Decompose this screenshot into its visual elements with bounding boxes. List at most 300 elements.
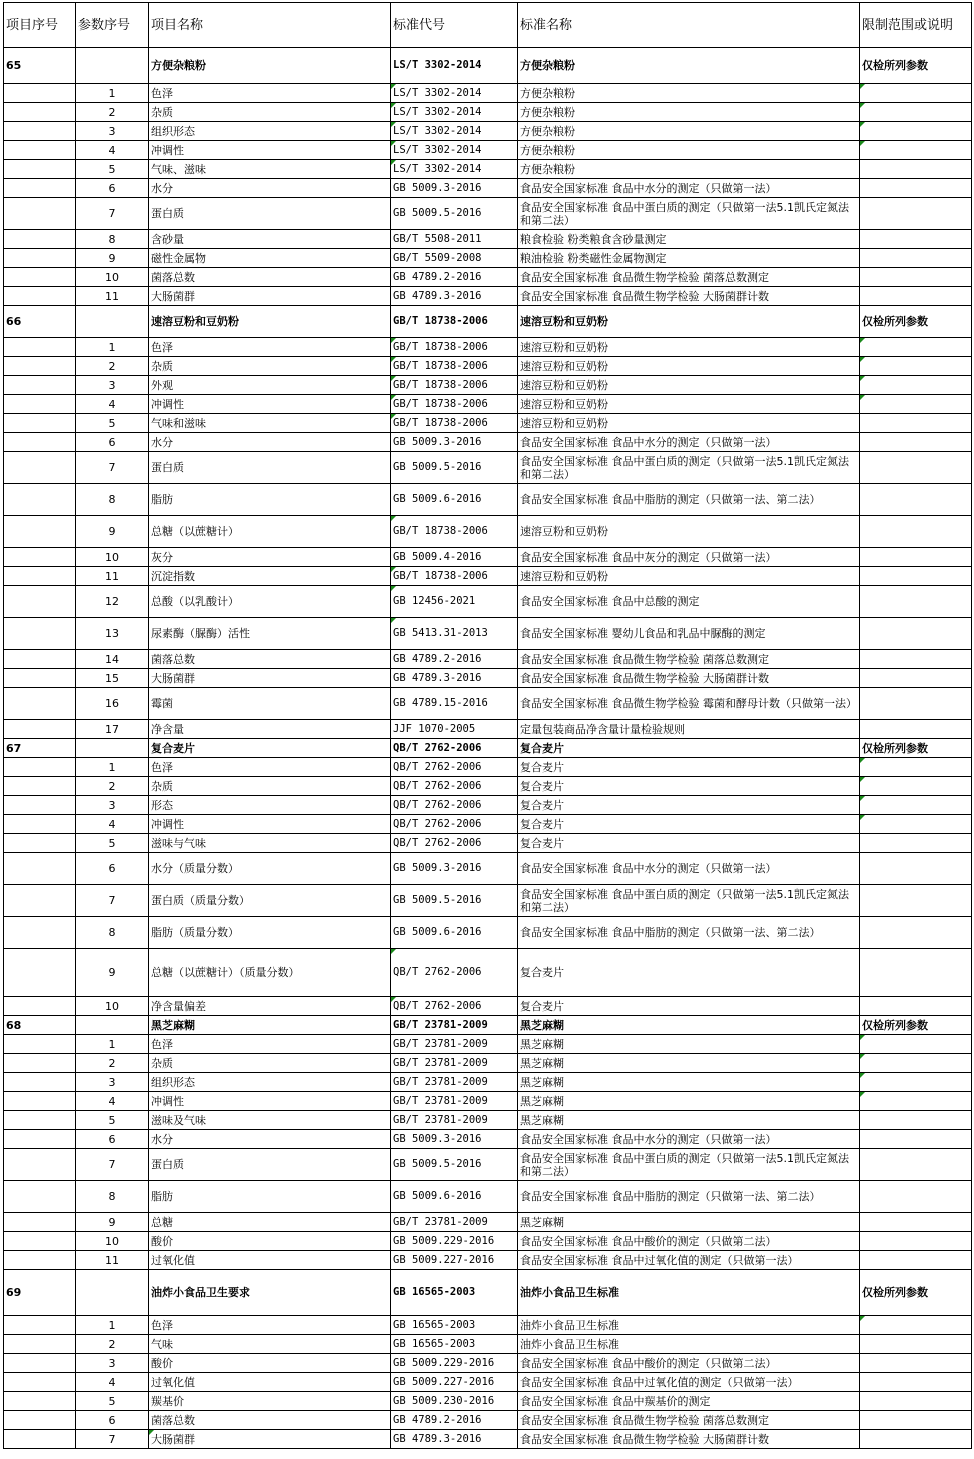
std-code-cell: GB/T 23781-2009 [391, 1054, 518, 1073]
std-code-cell: LS/T 3302-2014 [391, 48, 518, 84]
param-no-cell: 10 [76, 268, 149, 287]
table-row [4, 669, 972, 688]
std-name-cell: 方便杂粮粉 [518, 103, 860, 122]
limit-cell [860, 917, 972, 949]
param-no-cell: 10 [76, 997, 149, 1016]
limit-cell [860, 1373, 972, 1392]
table-row [4, 338, 972, 357]
item-no-cell [4, 853, 76, 885]
limit-cell [860, 1130, 972, 1149]
std-code-cell: GB 16565-2003 [391, 1335, 518, 1354]
item-name-cell: 杂质 [149, 1054, 391, 1073]
item-no-cell [4, 1316, 76, 1335]
std-name-cell: 食品安全国家标准 食品中酸价的测定（只做第二法） [518, 1232, 860, 1251]
table-row [4, 357, 972, 376]
item-no-cell [4, 198, 76, 230]
limit-cell [860, 1213, 972, 1232]
item-no-cell [4, 376, 76, 395]
table-row [4, 1130, 972, 1149]
std-name-cell: 食品安全国家标准 食品中灰分的测定（只做第一法） [518, 548, 860, 567]
item-name-cell: 羰基价 [149, 1392, 391, 1411]
limit-cell [860, 1392, 972, 1411]
param-no-cell: 5 [76, 160, 149, 179]
param-no-cell: 1 [76, 758, 149, 777]
std-name-cell: 油炸小食品卫生标准 [518, 1316, 860, 1335]
limit-cell [860, 834, 972, 853]
std-code-cell: LS/T 3302-2014 [391, 160, 518, 179]
param-no-cell: 7 [76, 885, 149, 917]
table-row [4, 586, 972, 618]
item-no-cell [4, 949, 76, 997]
item-name-cell: 霉菌 [149, 688, 391, 720]
std-code-cell: GB 5009.3-2016 [391, 1130, 518, 1149]
std-code-cell: GB 5009.227-2016 [391, 1251, 518, 1270]
table-row [4, 484, 972, 516]
param-no-cell: 5 [76, 1111, 149, 1130]
item-no-cell [4, 1149, 76, 1181]
std-name-cell: 速溶豆粉和豆奶粉 [518, 516, 860, 548]
std-name-cell: 粮油检验 粉类磁性金属物测定 [518, 249, 860, 268]
std-name-cell: 方便杂粮粉 [518, 141, 860, 160]
item-no-cell [4, 1181, 76, 1213]
limit-cell [860, 720, 972, 739]
header-item-name: 项目名称 [149, 3, 391, 48]
std-code-cell: GB 4789.2-2016 [391, 268, 518, 287]
std-name-cell: 食品安全国家标准 食品中水分的测定（只做第一法） [518, 1130, 860, 1149]
group-row [4, 1016, 972, 1035]
limit-cell [860, 1232, 972, 1251]
item-name-cell: 蛋白质（质量分数） [149, 885, 391, 917]
std-name-cell: 粮食检验 粉类粮食含砂量测定 [518, 230, 860, 249]
std-code-cell: GB 5009.5-2016 [391, 885, 518, 917]
param-no-cell: 6 [76, 1411, 149, 1430]
item-name-cell: 杂质 [149, 777, 391, 796]
std-code-cell: QB/T 2762-2006 [391, 815, 518, 834]
param-no-cell: 8 [76, 230, 149, 249]
std-code-cell: GB/T 18738-2006 [391, 376, 518, 395]
table-row [4, 688, 972, 720]
item-no-cell [4, 433, 76, 452]
item-name-cell: 菌落总数 [149, 650, 391, 669]
limit-cell [860, 1035, 972, 1054]
limit-cell [860, 688, 972, 720]
table-row [4, 433, 972, 452]
param-no-cell: 8 [76, 917, 149, 949]
std-code-cell: QB/T 2762-2006 [391, 758, 518, 777]
std-name-cell: 复合麦片 [518, 777, 860, 796]
std-name-cell: 食品安全国家标准 食品中总酸的测定 [518, 586, 860, 618]
item-name-cell: 速溶豆粉和豆奶粉 [149, 306, 391, 338]
item-no-cell [4, 1213, 76, 1232]
item-name-cell: 色泽 [149, 84, 391, 103]
std-name-cell: 食品安全国家标准 食品微生物学检验 菌落总数测定 [518, 268, 860, 287]
limit-cell [860, 484, 972, 516]
std-name-cell: 方便杂粮粉 [518, 84, 860, 103]
item-name-cell: 组织形态 [149, 122, 391, 141]
param-no-cell [76, 1016, 149, 1035]
item-no-cell [4, 618, 76, 650]
std-code-cell: QB/T 2762-2006 [391, 777, 518, 796]
std-name-cell: 复合麦片 [518, 834, 860, 853]
limit-cell [860, 1092, 972, 1111]
item-name-cell: 酸价 [149, 1232, 391, 1251]
param-no-cell: 9 [76, 1213, 149, 1232]
std-name-cell: 速溶豆粉和豆奶粉 [518, 395, 860, 414]
param-no-cell: 5 [76, 414, 149, 433]
std-code-cell: QB/T 2762-2006 [391, 997, 518, 1016]
group-row [4, 48, 972, 84]
item-name-cell: 蛋白质 [149, 198, 391, 230]
item-no-cell [4, 1130, 76, 1149]
std-name-cell: 复合麦片 [518, 739, 860, 758]
std-name-cell: 黑芝麻糊 [518, 1035, 860, 1054]
standards-table [3, 2, 972, 1449]
limit-cell [860, 1430, 972, 1449]
table-row [4, 853, 972, 885]
item-name-cell: 水分（质量分数） [149, 853, 391, 885]
item-name-cell: 冲调性 [149, 1092, 391, 1111]
std-name-cell: 复合麦片 [518, 796, 860, 815]
param-no-cell [76, 306, 149, 338]
std-code-cell: GB 5009.4-2016 [391, 548, 518, 567]
table-row [4, 777, 972, 796]
std-code-cell: GB/T 18738-2006 [391, 567, 518, 586]
table-body [4, 48, 972, 1449]
param-no-cell: 5 [76, 1392, 149, 1411]
std-code-cell: GB 16565-2003 [391, 1316, 518, 1335]
std-name-cell: 食品安全国家标准 食品中脂肪的测定（只做第一法、第二法） [518, 917, 860, 949]
param-no-cell: 10 [76, 548, 149, 567]
table-row [4, 395, 972, 414]
item-name-cell: 磁性金属物 [149, 249, 391, 268]
table-row [4, 1181, 972, 1213]
item-name-cell: 总酸（以乳酸计） [149, 586, 391, 618]
std-code-cell: GB 5009.6-2016 [391, 484, 518, 516]
table-row [4, 84, 972, 103]
item-name-cell: 尿素酶（脲酶）活性 [149, 618, 391, 650]
item-no-cell [4, 669, 76, 688]
std-name-cell: 黑芝麻糊 [518, 1092, 860, 1111]
std-code-cell: GB/T 5508-2011 [391, 230, 518, 249]
std-code-cell: GB/T 23781-2009 [391, 1092, 518, 1111]
limit-cell [860, 997, 972, 1016]
limit-cell [860, 1335, 972, 1354]
std-code-cell: GB 5009.229-2016 [391, 1232, 518, 1251]
param-no-cell: 3 [76, 122, 149, 141]
item-no-cell [4, 1251, 76, 1270]
item-name-cell: 色泽 [149, 758, 391, 777]
std-code-cell: GB 5009.229-2016 [391, 1354, 518, 1373]
table-row [4, 1054, 972, 1073]
std-code-cell: QB/T 2762-2006 [391, 796, 518, 815]
table-row [4, 1149, 972, 1181]
limit-cell [860, 433, 972, 452]
param-no-cell: 2 [76, 1054, 149, 1073]
std-code-cell: QB/T 2762-2006 [391, 834, 518, 853]
item-name-cell: 水分 [149, 179, 391, 198]
item-no-cell [4, 1111, 76, 1130]
limit-cell: 仅检所列参数 [860, 1016, 972, 1035]
item-no-cell: 66 [4, 306, 76, 338]
item-name-cell: 菌落总数 [149, 1411, 391, 1430]
table-row [4, 1373, 972, 1392]
item-no-cell [4, 885, 76, 917]
table-row [4, 618, 972, 650]
std-code-cell: GB 4789.3-2016 [391, 669, 518, 688]
item-name-cell: 大肠菌群 [149, 669, 391, 688]
std-code-cell: GB 4789.3-2016 [391, 1430, 518, 1449]
std-code-cell: GB 5009.6-2016 [391, 1181, 518, 1213]
limit-cell [860, 1251, 972, 1270]
param-no-cell: 7 [76, 452, 149, 484]
std-code-cell: GB/T 23781-2009 [391, 1035, 518, 1054]
std-name-cell: 食品安全国家标准 食品微生物学检验 大肠菌群计数 [518, 287, 860, 306]
item-name-cell: 蛋白质 [149, 452, 391, 484]
item-no-cell [4, 249, 76, 268]
table-row [4, 815, 972, 834]
table-row [4, 758, 972, 777]
param-no-cell: 5 [76, 834, 149, 853]
std-code-cell: GB 5009.6-2016 [391, 917, 518, 949]
std-name-cell: 速溶豆粉和豆奶粉 [518, 376, 860, 395]
header-param-no: 参数序号 [76, 3, 149, 48]
item-no-cell [4, 1054, 76, 1073]
item-name-cell: 气味和滋味 [149, 414, 391, 433]
std-code-cell: JJF 1070-2005 [391, 720, 518, 739]
std-code-cell: GB 4789.3-2016 [391, 287, 518, 306]
item-no-cell [4, 758, 76, 777]
item-name-cell: 色泽 [149, 1316, 391, 1335]
item-name-cell: 气味 [149, 1335, 391, 1354]
param-no-cell: 16 [76, 688, 149, 720]
table-row [4, 103, 972, 122]
std-code-cell: GB 5009.5-2016 [391, 452, 518, 484]
std-code-cell: LS/T 3302-2014 [391, 122, 518, 141]
param-no-cell: 6 [76, 853, 149, 885]
limit-cell [860, 1149, 972, 1181]
param-no-cell: 4 [76, 815, 149, 834]
limit-cell [860, 395, 972, 414]
limit-cell [860, 103, 972, 122]
item-no-cell [4, 834, 76, 853]
param-no-cell: 4 [76, 395, 149, 414]
std-code-cell: GB/T 18738-2006 [391, 414, 518, 433]
table-row [4, 548, 972, 567]
item-name-cell: 蛋白质 [149, 1149, 391, 1181]
limit-cell: 仅检所列参数 [860, 306, 972, 338]
item-name-cell: 水分 [149, 1130, 391, 1149]
limit-cell [860, 179, 972, 198]
std-name-cell: 食品安全国家标准 食品中过氧化值的测定（只做第一法） [518, 1373, 860, 1392]
std-name-cell: 食品安全国家标准 食品中过氧化值的测定（只做第一法） [518, 1251, 860, 1270]
param-no-cell: 17 [76, 720, 149, 739]
table-row [4, 179, 972, 198]
item-no-cell [4, 1373, 76, 1392]
item-name-cell: 大肠菌群 [149, 287, 391, 306]
table-row [4, 1335, 972, 1354]
param-no-cell: 9 [76, 249, 149, 268]
std-name-cell: 食品安全国家标准 食品中蛋白质的测定（只做第一法5.1凯氏定氮法和第二法） [518, 452, 860, 484]
item-name-cell: 过氧化值 [149, 1373, 391, 1392]
item-no-cell [4, 688, 76, 720]
std-name-cell: 食品安全国家标准 食品微生物学检验 大肠菌群计数 [518, 669, 860, 688]
item-name-cell: 冲调性 [149, 395, 391, 414]
limit-cell: 仅检所列参数 [860, 739, 972, 758]
table-row [4, 1354, 972, 1373]
std-name-cell: 速溶豆粉和豆奶粉 [518, 414, 860, 433]
item-no-cell [4, 586, 76, 618]
limit-cell: 仅检所列参数 [860, 1270, 972, 1316]
item-no-cell [4, 1073, 76, 1092]
std-code-cell: GB/T 18738-2006 [391, 395, 518, 414]
std-name-cell: 黑芝麻糊 [518, 1016, 860, 1035]
std-name-cell: 速溶豆粉和豆奶粉 [518, 567, 860, 586]
item-no-cell [4, 1232, 76, 1251]
item-no-cell [4, 516, 76, 548]
table-row [4, 567, 972, 586]
item-name-cell: 菌落总数 [149, 268, 391, 287]
table-row [4, 414, 972, 433]
limit-cell [860, 949, 972, 997]
std-code-cell: GB 4789.2-2016 [391, 1411, 518, 1430]
item-no-cell [4, 1392, 76, 1411]
item-name-cell: 灰分 [149, 548, 391, 567]
std-name-cell: 定量包装商品净含量计量检验规则 [518, 720, 860, 739]
item-no-cell [4, 917, 76, 949]
limit-cell [860, 357, 972, 376]
item-no-cell [4, 997, 76, 1016]
limit-cell [860, 618, 972, 650]
param-no-cell: 11 [76, 567, 149, 586]
std-name-cell: 食品安全国家标准 食品微生物学检验 霉菌和酵母计数（只做第一法） [518, 688, 860, 720]
std-name-cell: 速溶豆粉和豆奶粉 [518, 338, 860, 357]
item-name-cell: 黑芝麻糊 [149, 1016, 391, 1035]
item-no-cell [4, 452, 76, 484]
item-name-cell: 冲调性 [149, 141, 391, 160]
item-name-cell: 沉淀指数 [149, 567, 391, 586]
std-code-cell: GB/T 18738-2006 [391, 338, 518, 357]
param-no-cell: 8 [76, 484, 149, 516]
param-no-cell: 4 [76, 141, 149, 160]
item-name-cell: 总糖（以蔗糖计） [149, 516, 391, 548]
item-name-cell: 色泽 [149, 1035, 391, 1054]
header-std-name: 标准名称 [518, 3, 860, 48]
limit-cell [860, 141, 972, 160]
param-no-cell: 12 [76, 586, 149, 618]
limit-cell [860, 516, 972, 548]
item-no-cell: 69 [4, 1270, 76, 1316]
item-no-cell [4, 357, 76, 376]
item-name-cell: 含砂量 [149, 230, 391, 249]
limit-cell [860, 567, 972, 586]
item-name-cell: 滋味及气味 [149, 1111, 391, 1130]
header-limit: 限制范围或说明 [860, 3, 972, 48]
std-name-cell: 食品安全国家标准 食品中蛋白质的测定（只做第一法5.1凯氏定氮法和第二法） [518, 1149, 860, 1181]
item-name-cell: 脂肪（质量分数） [149, 917, 391, 949]
table-row [4, 1073, 972, 1092]
table-row [4, 452, 972, 484]
std-code-cell: GB/T 23781-2009 [391, 1073, 518, 1092]
limit-cell [860, 1054, 972, 1073]
table-row [4, 1430, 972, 1449]
std-name-cell: 复合麦片 [518, 758, 860, 777]
std-name-cell: 食品安全国家标准 食品中脂肪的测定（只做第一法、第二法） [518, 484, 860, 516]
item-name-cell: 色泽 [149, 338, 391, 357]
std-code-cell: LS/T 3302-2014 [391, 103, 518, 122]
std-name-cell: 方便杂粮粉 [518, 160, 860, 179]
limit-cell [860, 758, 972, 777]
item-no-cell [4, 122, 76, 141]
limit-cell [860, 414, 972, 433]
std-code-cell: GB 5009.5-2016 [391, 1149, 518, 1181]
table-header-row [4, 3, 972, 48]
std-name-cell: 复合麦片 [518, 997, 860, 1016]
item-name-cell: 大肠菌群 [149, 1430, 391, 1449]
param-no-cell: 3 [76, 376, 149, 395]
std-code-cell: GB 5009.3-2016 [391, 179, 518, 198]
item-no-cell [4, 650, 76, 669]
limit-cell [860, 815, 972, 834]
item-name-cell: 气味、滋味 [149, 160, 391, 179]
item-no-cell [4, 160, 76, 179]
item-no-cell: 67 [4, 739, 76, 758]
table-row [4, 141, 972, 160]
std-code-cell: QB/T 2762-2006 [391, 739, 518, 758]
param-no-cell: 7 [76, 198, 149, 230]
std-name-cell: 食品安全国家标准 食品中水分的测定（只做第一法） [518, 179, 860, 198]
std-code-cell: QB/T 2762-2006 [391, 949, 518, 997]
limit-cell [860, 777, 972, 796]
std-name-cell: 食品安全国家标准 食品中酸价的测定（只做第二法） [518, 1354, 860, 1373]
param-no-cell: 7 [76, 1149, 149, 1181]
limit-cell [860, 452, 972, 484]
std-code-cell: GB/T 23781-2009 [391, 1213, 518, 1232]
limit-cell [860, 669, 972, 688]
item-no-cell [4, 1411, 76, 1430]
item-no-cell [4, 395, 76, 414]
limit-cell [860, 1111, 972, 1130]
param-no-cell: 1 [76, 1316, 149, 1335]
limit-cell [860, 376, 972, 395]
std-name-cell: 食品安全国家标准 食品中水分的测定（只做第一法） [518, 433, 860, 452]
std-name-cell: 食品安全国家标准 食品中蛋白质的测定（只做第一法5.1凯氏定氮法和第二法） [518, 885, 860, 917]
header-item-no: 项目序号 [4, 3, 76, 48]
std-name-cell: 速溶豆粉和豆奶粉 [518, 306, 860, 338]
limit-cell [860, 1411, 972, 1430]
item-name-cell: 水分 [149, 433, 391, 452]
std-name-cell: 食品安全国家标准 食品微生物学检验 大肠菌群计数 [518, 1430, 860, 1449]
std-code-cell: GB/T 18738-2006 [391, 516, 518, 548]
item-name-cell: 复合麦片 [149, 739, 391, 758]
std-code-cell: GB 5009.3-2016 [391, 433, 518, 452]
item-no-cell [4, 287, 76, 306]
header-std-code: 标准代号 [391, 3, 518, 48]
std-code-cell: GB 12456-2021 [391, 586, 518, 618]
table-row [4, 949, 972, 997]
limit-cell [860, 249, 972, 268]
limit-cell [860, 1316, 972, 1335]
std-code-cell: GB/T 18738-2006 [391, 357, 518, 376]
item-name-cell: 总糖（以蔗糖计）（质量分数） [149, 949, 391, 997]
item-no-cell [4, 1430, 76, 1449]
item-name-cell: 形态 [149, 796, 391, 815]
std-code-cell: GB/T 18738-2006 [391, 306, 518, 338]
std-name-cell: 方便杂粮粉 [518, 48, 860, 84]
param-no-cell: 14 [76, 650, 149, 669]
table-row [4, 1411, 972, 1430]
limit-cell [860, 885, 972, 917]
std-name-cell: 黑芝麻糊 [518, 1054, 860, 1073]
